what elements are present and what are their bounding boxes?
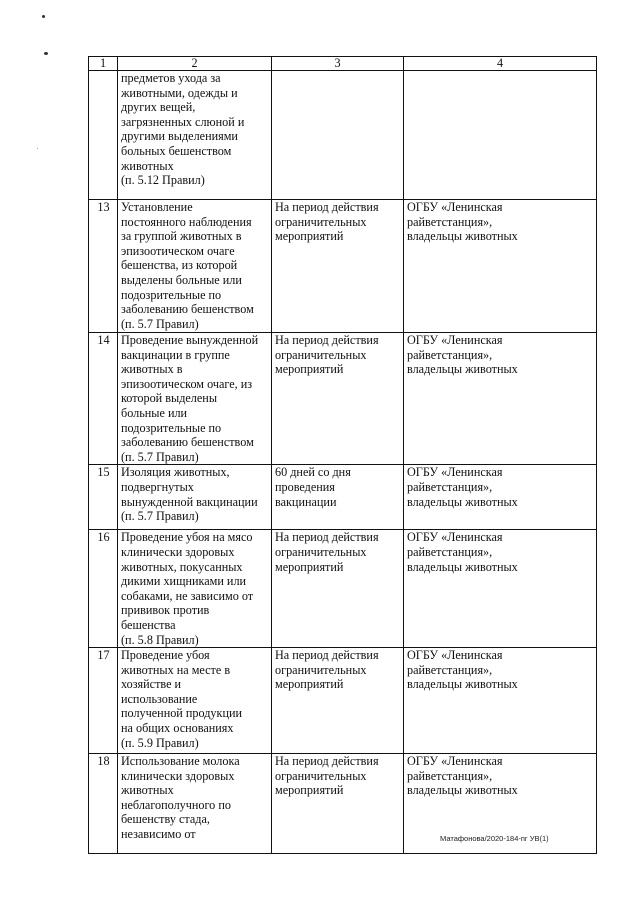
cell-measure <box>118 200 272 333</box>
header-col-3: 3 <box>272 57 404 71</box>
period-line: ограничительных <box>275 544 367 559</box>
period-line: ограничительных <box>275 662 367 677</box>
measure-line: больные или <box>121 405 188 420</box>
table-row <box>89 530 597 648</box>
measure-line: (п. 5.12 Правил) <box>121 173 205 188</box>
responsible-line: ОГБУ «Ленинская <box>407 648 503 663</box>
cell-responsible <box>404 333 597 465</box>
scan-speck <box>37 148 38 149</box>
cell-period <box>272 648 404 754</box>
measure-line: Проведение убоя <box>121 648 210 663</box>
cell-measure <box>118 530 272 648</box>
measure-line: загрязненных слюной и <box>121 114 245 129</box>
table-row <box>89 200 597 333</box>
period-line: мероприятий <box>275 783 344 798</box>
measure-line: животных <box>121 158 174 173</box>
responsible-line: владельцы животных <box>407 783 518 798</box>
measure-line: за группой животных в <box>121 229 242 244</box>
measure-line: бешенства <box>121 617 176 632</box>
responsible-line: ОГБУ «Ленинская <box>407 530 503 545</box>
measure-line: Проведение убоя на мясо <box>121 530 253 545</box>
measure-line: выделены больные или <box>121 272 242 287</box>
cell-responsible <box>404 200 597 333</box>
period-line: ограничительных <box>275 768 367 783</box>
measure-line: предметов ухода за <box>121 71 221 85</box>
table-row <box>89 465 597 530</box>
measure-line: постоянного наблюдения <box>121 214 252 229</box>
measure-line: вакцинации в группе <box>121 347 230 362</box>
measure-line: клинически здоровых <box>121 768 235 783</box>
responsible-line: ОГБУ «Ленинская <box>407 754 503 769</box>
row-number <box>89 71 118 200</box>
header-col-2: 2 <box>118 57 272 71</box>
scan-speck <box>42 15 45 18</box>
header-col-1: 1 <box>89 57 118 71</box>
cell-period <box>272 200 404 333</box>
measure-line: вынужденной вакцинации <box>121 494 258 509</box>
table-header-row <box>89 57 597 71</box>
cell-measure <box>118 648 272 754</box>
period-line: На период действия <box>275 333 379 347</box>
cell-period <box>272 530 404 648</box>
measures-table <box>88 56 597 854</box>
measure-line: животных на месте в <box>121 662 231 677</box>
cell-period <box>272 71 404 200</box>
cell-responsible <box>404 530 597 648</box>
row-number: 15 <box>89 465 118 530</box>
measure-line: подозрительные по <box>121 287 222 302</box>
measure-line: неблагополучного по <box>121 797 231 812</box>
row-number: 13 <box>89 200 118 333</box>
measure-line: использование <box>121 691 198 706</box>
cell-period <box>272 754 404 854</box>
cell-period <box>272 333 404 465</box>
measure-line: эпизоотическом очаге, из <box>121 376 253 391</box>
measure-line: подвергнутых <box>121 479 194 494</box>
period-line: На период действия <box>275 200 379 214</box>
responsible-line: райветстанция», <box>407 214 493 229</box>
responsible-line: ОГБУ «Ленинская <box>407 200 503 214</box>
measure-line: на общих основаниях <box>121 721 234 736</box>
period-line: мероприятий <box>275 559 344 574</box>
measure-line: животных, покусанных <box>121 559 243 574</box>
responsible-line: райветстанция», <box>407 544 493 559</box>
measure-line: другими выделениями <box>121 129 238 144</box>
measure-line: клинически здоровых <box>121 544 235 559</box>
measure-line: больных бешенством <box>121 143 232 158</box>
table-row <box>89 333 597 465</box>
measure-line: животными, одежды и <box>121 85 238 100</box>
responsible-line: ОГБУ «Ленинская <box>407 333 503 347</box>
responsible-line: владельцы животных <box>407 677 518 692</box>
period-line: На период действия <box>275 754 379 769</box>
row-number: 17 <box>89 648 118 754</box>
row-number: 14 <box>89 333 118 465</box>
measure-line: Изоляция животных, <box>121 465 230 480</box>
measure-line: эпизоотическом очаге <box>121 243 235 258</box>
responsible-line: владельцы животных <box>407 362 518 377</box>
measure-line: (п. 5.7 Правил) <box>121 509 199 524</box>
period-line: ограничительных <box>275 214 367 229</box>
period-line: На период действия <box>275 530 379 545</box>
scan-speck <box>44 52 48 55</box>
responsible-line: ОГБУ «Ленинская <box>407 465 503 480</box>
measure-line: бешенству стада, <box>121 812 210 827</box>
cell-period <box>272 465 404 530</box>
measure-line: животных в <box>121 362 183 377</box>
measure-line: прививок против <box>121 603 210 618</box>
responsible-line: райветстанция», <box>407 479 493 494</box>
measure-line: (п. 5.8 Правил) <box>121 632 199 647</box>
responsible-line: райветстанция», <box>407 662 493 677</box>
responsible-line: владельцы животных <box>407 229 518 244</box>
measure-line: Использование молока <box>121 754 240 769</box>
measure-line: которой выделены <box>121 391 218 406</box>
period-line: мероприятий <box>275 362 344 377</box>
row-number: 18 <box>89 754 118 854</box>
measure-line: (п. 5.7 Правил) <box>121 449 199 464</box>
period-line: мероприятий <box>275 229 344 244</box>
table-row <box>89 648 597 754</box>
measure-line: хозяйстве и <box>121 677 182 692</box>
document-footer-code: Матафонова/2020-184-пг УВ(1) <box>440 834 549 843</box>
measure-line: бешенства, из которой <box>121 258 238 273</box>
measure-line: собаками, не зависимо от <box>121 588 254 603</box>
measure-line: (п. 5.9 Правил) <box>121 735 199 750</box>
cell-measure <box>118 71 272 200</box>
measure-line: (п. 5.7 Правил) <box>121 316 199 331</box>
cell-measure <box>118 754 272 854</box>
cell-measure <box>118 465 272 530</box>
row-number: 16 <box>89 530 118 648</box>
measure-line: других вещей, <box>121 100 196 115</box>
measure-line: полученной продукции <box>121 706 243 721</box>
cell-measure <box>118 333 272 465</box>
cell-responsible <box>404 71 597 200</box>
header-col-4: 4 <box>404 57 597 71</box>
period-line: мероприятий <box>275 677 344 692</box>
measure-line: заболеванию бешенством <box>121 435 254 450</box>
responsible-line: владельцы животных <box>407 494 518 509</box>
responsible-line: райветстанция», <box>407 347 493 362</box>
period-line: 60 дней со дня <box>275 465 351 480</box>
measure-line: Проведение вынужденной <box>121 333 259 347</box>
measure-line: животных <box>121 783 174 798</box>
responsible-line: райветстанция», <box>407 768 493 783</box>
measure-line: дикими хищниками или <box>121 574 247 589</box>
table-row <box>89 71 597 200</box>
responsible-line: владельцы животных <box>407 559 518 574</box>
measure-line: Установление <box>121 200 193 214</box>
cell-responsible <box>404 648 597 754</box>
period-line: вакцинации <box>275 494 337 509</box>
measure-line: независимо от <box>121 827 196 842</box>
period-line: проведения <box>275 479 335 494</box>
period-line: На период действия <box>275 648 379 663</box>
period-line: ограничительных <box>275 347 367 362</box>
measure-line: заболеванию бешенством <box>121 302 254 317</box>
measure-line: подозрительные по <box>121 420 222 435</box>
cell-responsible <box>404 465 597 530</box>
